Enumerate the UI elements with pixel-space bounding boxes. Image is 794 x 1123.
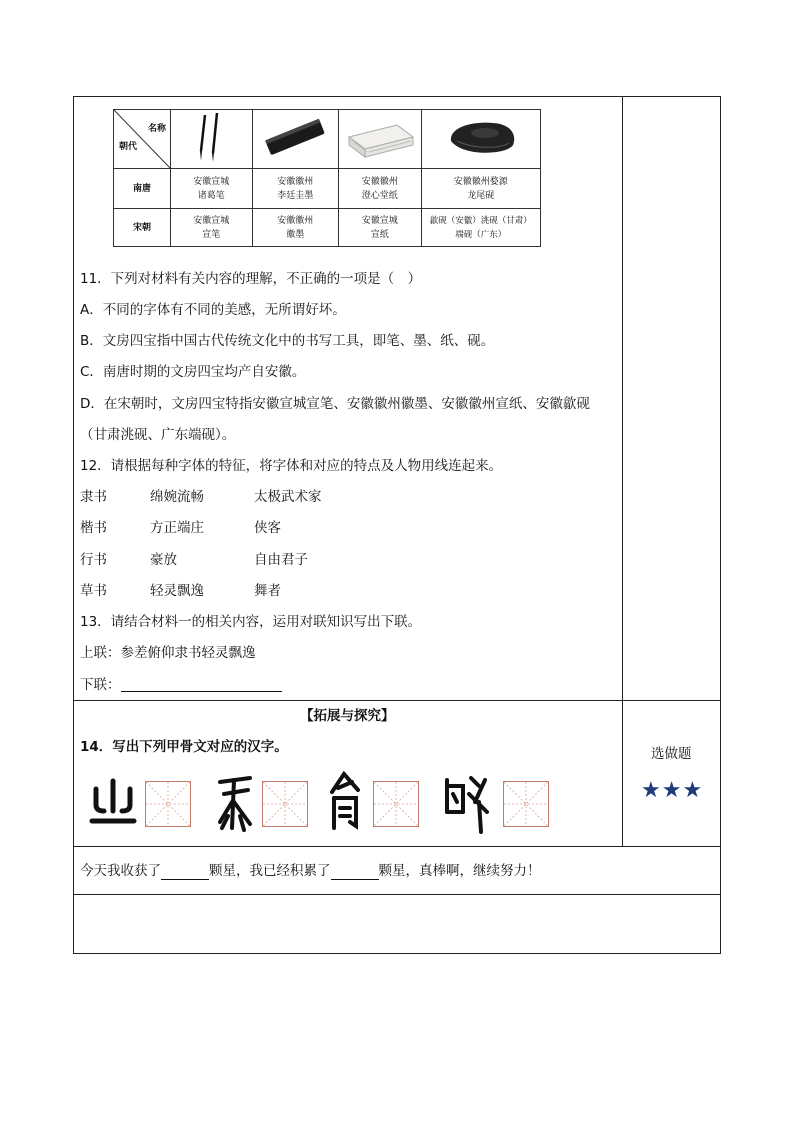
answer-grid-2[interactable] [262,781,308,827]
row-divider-2 [73,846,721,847]
ink-stick-image [252,110,338,169]
header-dynasty: 朝代 [119,142,138,152]
answer-grid-3[interactable] [373,781,419,827]
summary-part2: 颗星，我已经积累了 [209,863,331,879]
optional-label: 选做题 [651,746,692,762]
table-cell: 安徽宣城 宣笔 [171,209,253,247]
dynasty-southern-tang: 南唐 [114,169,171,209]
stationery-table [113,109,541,247]
stars-today-blank[interactable] [161,865,209,880]
q13-lower-label: 下联： [80,677,121,693]
summary-part1: 今天我收获了 [80,863,161,879]
q11-option-c: C．南唐时期的文房四宝均产自安徽。 [80,364,306,380]
q13-stem: 13．请结合材料一的相关内容，运用对联知识写出下联。 [80,614,422,630]
summary-line [80,862,541,880]
column-divider [622,96,623,846]
q12-person: 太极武术家 [254,489,322,505]
q12-person: 自由君子 [254,552,308,568]
table-cell: 安徽徽州 李廷圭墨 [252,169,338,209]
q12-person: 舞者 [254,583,281,599]
answer-grid-1[interactable] [145,781,191,827]
stars-total-blank[interactable] [331,865,379,880]
oracle-glyph-icon [441,772,493,836]
q11-option-b: B．文房四宝指中国古代传统文化中的书写工具，即笔、墨、纸、砚。 [80,333,495,349]
q11-option-a: A．不同的字体有不同的美感，无所谓好坏。 [80,302,346,318]
difficulty-stars: ★★★ [641,778,704,803]
q12-script: 楷书 [80,520,107,536]
brush-image [171,110,253,169]
q12-feature: 轻灵飘逸 [150,583,204,599]
table-cell: 安徽宣城 宣纸 [338,209,421,247]
row-divider-3 [73,894,721,895]
paper-image [338,110,421,169]
q12-feature: 豪放 [150,552,177,568]
q12-script: 草书 [80,583,107,599]
q14-stem: 14．写出下列甲骨文对应的汉字。 [80,739,288,755]
oracle-glyph-icon [86,775,140,831]
dynasty-song: 宋朝 [114,209,171,247]
row-divider-1 [73,700,721,701]
q12-script: 隶书 [80,489,107,505]
q12-script: 行书 [80,552,107,568]
q12-person: 侠客 [254,520,281,536]
q11-stem: 11．下列对材料有关内容的理解，不正确的一项是（ ） [80,271,422,287]
table-corner-header [114,110,170,168]
inkstone-image [421,110,540,169]
answer-grid-4[interactable] [503,781,549,827]
oracle-glyph-icon [326,770,366,834]
summary-part3: 颗星，真棒啊，继续努力！ [378,863,541,879]
q12-feature: 方正端庄 [150,520,204,536]
header-name: 名称 [147,124,166,134]
q12-feature: 绵婉流畅 [150,489,204,505]
q12-stem: 12．请根据每种字体的特征，将字体和对应的特点及人物用线连起来。 [80,458,503,474]
q11-option-d: D．在宋朝时，文房四宝特指安徽宣城宣笔、安徽徽州徽墨、安徽徽州宣纸、安徽歙砚 [80,396,590,412]
table-cell: 歙砚（安徽）洮砚（甘肃） 端砚（广东） [421,209,540,247]
q13-upper-couplet: 上联：参差俯仰隶书轻灵飘逸 [80,645,256,661]
extension-title: 【拓展与探究】 [300,708,395,724]
table-cell: 安徽徽州婺源 龙尾砚 [421,169,540,209]
oracle-glyph-icon [212,772,258,834]
table-cell: 安徽宣城 诸葛笔 [171,169,253,209]
q11-option-d-cont: （甘肃洮砚、广东端砚）。 [80,427,236,443]
table-cell: 安徽徽州 徽墨 [252,209,338,247]
q13-answer-line[interactable] [121,691,282,692]
table-cell: 安徽徽州 澄心堂纸 [338,169,421,209]
